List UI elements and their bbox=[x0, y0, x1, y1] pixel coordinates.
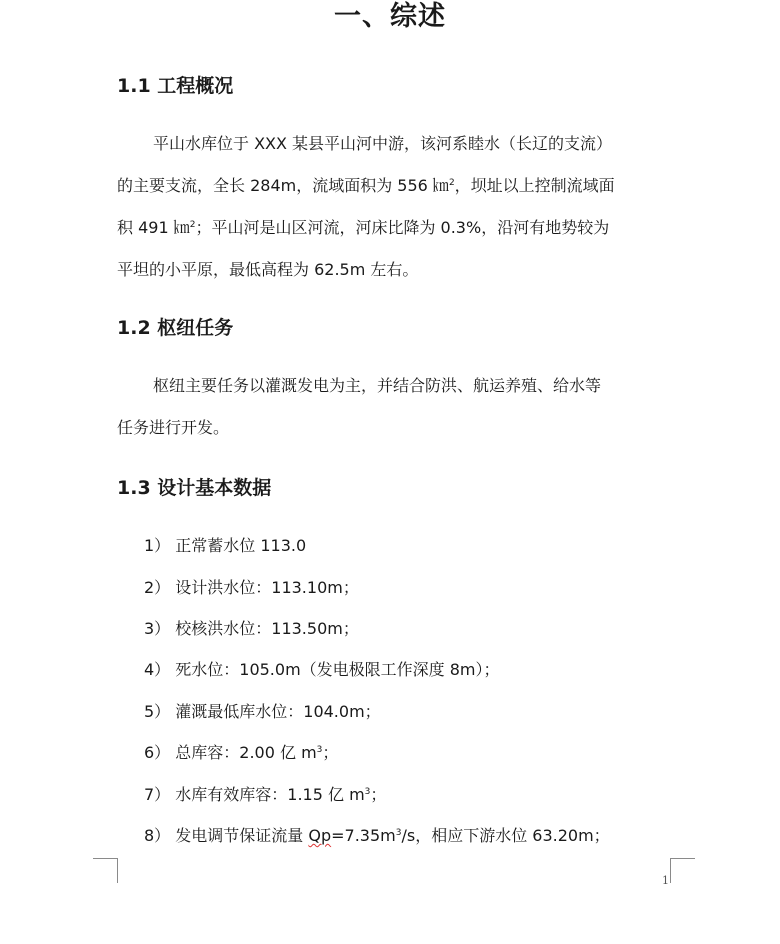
data-list-item: 6） 总库容：2.00 亿 $m^3$； bbox=[144, 743, 339, 762]
spellcheck-underline: Qp bbox=[308, 826, 332, 845]
document-title: 一、综述 bbox=[334, 1, 446, 32]
data-list-item: 5） 灌溉最低库水位：104.0m； bbox=[144, 702, 381, 721]
data-list-item: 7） 水库有效库容：1.15 亿 $m^3$； bbox=[144, 785, 387, 804]
paragraph-line: 平山水库位于 XXX 某县平山河中游，该河系睦水（长辽的支流） bbox=[153, 134, 613, 153]
section-heading-1-1: 1.1 工程概况 bbox=[117, 75, 234, 97]
data-list-item: 4） 死水位：105.0m（发电极限工作深度 8m）； bbox=[144, 660, 500, 679]
paragraph-line: 平坦的小平原，最低高程为 62.5m 左右。 bbox=[117, 260, 419, 279]
section-heading-1-3: 1.3 设计基本数据 bbox=[117, 477, 272, 499]
paragraph-line: 的主要支流，全长 284m，流域面积为 556 ㎞$^2$，坝址以上控制流域面 bbox=[117, 176, 615, 195]
paragraph-line: 积 491 ㎞$^2$；平山河是山区河流，河床比降为 0.3%，沿河有地势较为 bbox=[117, 218, 610, 237]
data-list-item: 2） 设计洪水位：113.10m； bbox=[144, 578, 359, 597]
data-list-item: 3） 校核洪水位：113.50m； bbox=[144, 619, 359, 638]
paragraph-line: 任务进行开发。 bbox=[117, 418, 230, 437]
margin-corner-mark-right bbox=[670, 858, 695, 883]
margin-corner-mark-left bbox=[93, 858, 118, 883]
data-list-item: 1） 正常蓄水位 113.0 bbox=[144, 536, 307, 555]
page-number: 1 bbox=[662, 874, 669, 887]
paragraph-line: 枢纽主要任务以灌溉发电为主，并结合防洪、航运养殖、给水等 bbox=[153, 376, 602, 395]
section-heading-1-2: 1.2 枢纽任务 bbox=[117, 317, 234, 339]
data-list-item-last: 8） 发电调节保证流量 $Qp=7.35m^3/s$，相应下游水位 63.20m； bbox=[144, 826, 610, 845]
